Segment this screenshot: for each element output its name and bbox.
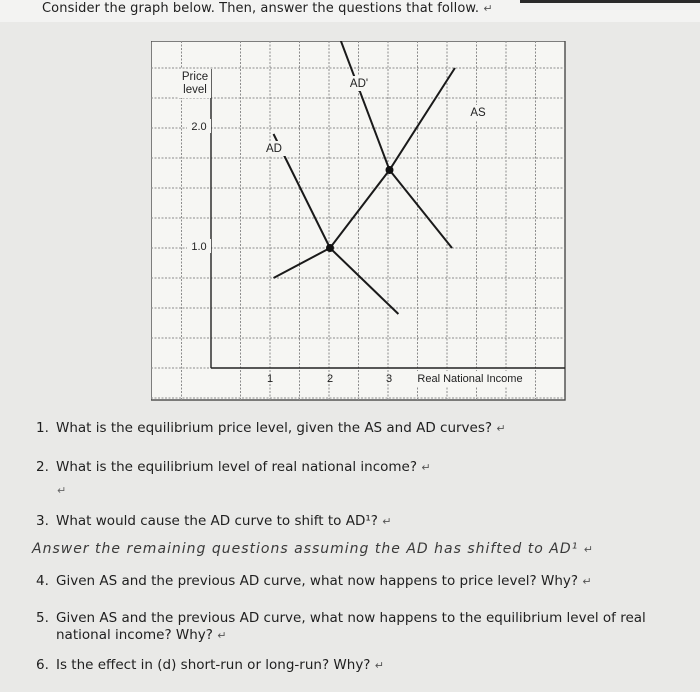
question-4-text: Given AS and the previous AD curve, what now happens to price level? Why? (56, 573, 579, 589)
question-1-number: 1. (36, 420, 49, 436)
question-1 (36, 420, 506, 437)
return-mark-icon: ↵ (496, 422, 506, 435)
question-2 (36, 459, 431, 476)
y-tick-label-1: 1.0 (191, 241, 207, 253)
question-5-number: 5. (36, 610, 49, 626)
x-axis-label: Real National Income (417, 373, 523, 385)
question-4 (36, 573, 592, 590)
question-3-number: 3. (36, 513, 49, 529)
question-1-text: What is the equilibrium price level, given the AS and AD curves? (56, 420, 493, 436)
return-mark-icon: ↵ (421, 461, 431, 474)
graph-svg (151, 41, 566, 401)
return-mark-icon: ↵ (483, 2, 493, 15)
shift-note-text: Answer the remaining questions assuming the AD has shifted to AD¹ (32, 541, 579, 557)
x-tick-label-1: 1 (266, 373, 274, 385)
question-5-line-1: Given AS and the previous AD curve, what now happens to the equilibrium level of real (56, 610, 646, 626)
return-mark-icon: ↵ (217, 629, 227, 642)
question-6-number: 6. (36, 657, 49, 673)
y-tick-label-2: 2.0 (191, 121, 207, 133)
question-5 (36, 610, 646, 644)
y-axis-label-line2: level (183, 84, 207, 96)
shift-note (32, 541, 594, 557)
question-3-text: What would cause the AD curve to shift to AD¹? (56, 513, 378, 529)
return-mark-icon: ↵ (583, 543, 594, 556)
equilibrium-point-2 (386, 166, 394, 174)
question-6-text: Is the effect in (d) short-run or long-run? Why? (56, 657, 371, 673)
question-2-text: What is the equilibrium level of real national income? (56, 459, 418, 475)
return-mark-icon: ↵ (374, 659, 384, 672)
question-5-line-2: national income? Why? (56, 627, 213, 643)
y-axis-label-line1: Price (181, 71, 209, 83)
question-6 (36, 657, 384, 674)
intro-text (42, 1, 493, 16)
question-3 (36, 513, 391, 530)
return-mark-icon: ↵ (582, 575, 592, 588)
as-curve-label: AS (470, 107, 486, 119)
equilibrium-point-1 (326, 244, 334, 252)
ad-prime-curve-label: AD' (349, 78, 369, 90)
return-mark-icon: ↵ (382, 515, 392, 528)
ad-curve-label: AD (266, 143, 282, 155)
question-2-number: 2. (36, 459, 49, 475)
graph-figure (151, 41, 566, 401)
x-tick-label-2: 2 (326, 373, 334, 385)
x-tick-label-3: 3 (385, 373, 393, 385)
question-4-number: 4. (36, 573, 49, 589)
top-rule (520, 0, 700, 3)
return-mark-icon: ↵ (57, 484, 67, 497)
intro-text-content: Consider the graph below. Then, answer the questions that follow. (42, 1, 480, 16)
